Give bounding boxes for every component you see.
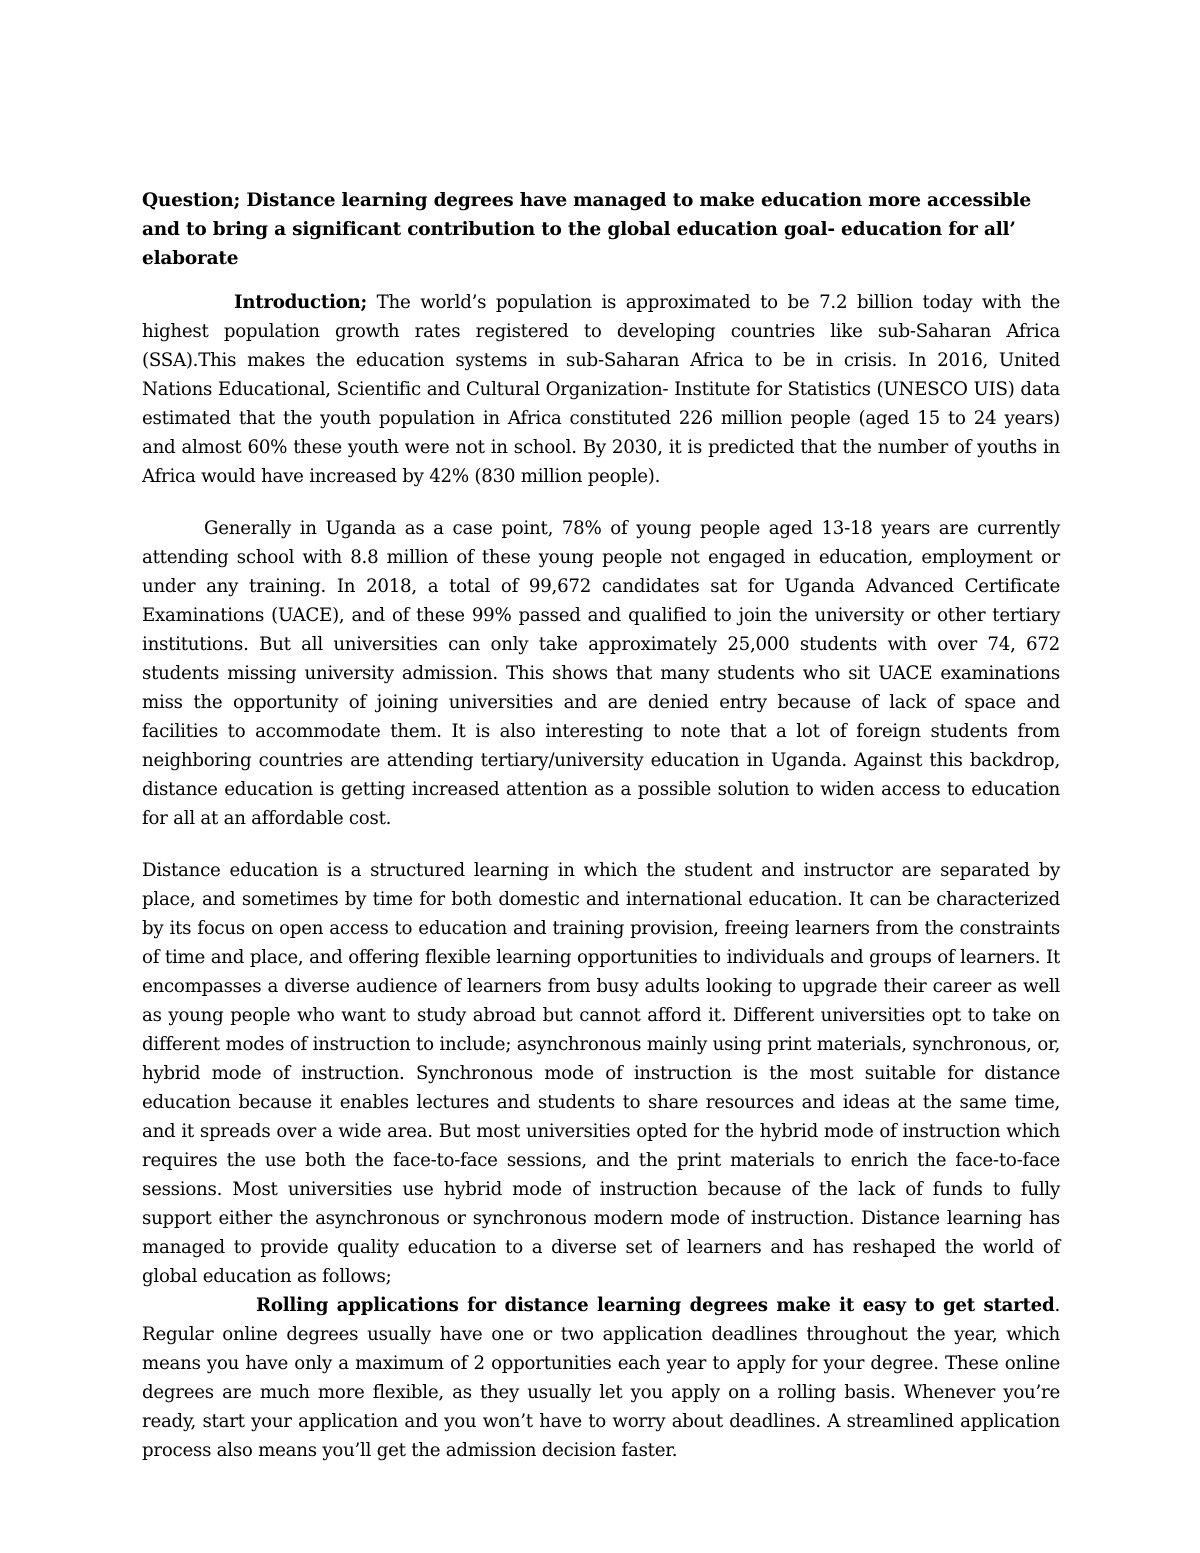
distance-education-paragraph: Distance education is a structured learning in which the student and instructor are separated by place, and sometimes by time for both domestic and international education. It can be characterized by its focus on open access to education and training provision, freeing learners from the constraints of time and place, and offering flexible learning opportunities to individuals and groups of learners. It encompasses a diverse audience of learners from busy adults looking to upgrade their career as well as young people who want to study abroad but cannot afford it. Different universities opt to take on different modes of instruction to include; asynchronous mainly using print materials, synchronous, or, hybrid mode of instruction. Synchronous mode of instruction is the most suitable for distance education because it enables lectures and students to share resources and ideas at the same time, and it spreads over a wide area. But most universities opted for the hybrid mode of instruction which requires the use both the face-to-face sessions, and the print materials to enrich the face-to-face sessions. Most universities use hybrid mode of instruction because of the lack of funds to fully support either the asynchronous or synchronous modern mode of instruction. Distance learning has managed to provide quality education to a diverse set of learners and has reshaped the world of global education as follows; [142,860,1060,1287]
uganda-paragraph: Generally in Uganda as a case point, 78% of young people aged 13-18 years are currently attending school with 8.8 million of these young people not engaged in education, employment or under any training. In 2018, a total of 99,672 candidates sat for Uganda Advanced Certificate Examinations (UACE), and of these 99% passed and qualified to join the university or other tertiary institutions. But all universities can only take approximately 25,000 students with over 74, 672 students missing university admission. This shows that many students who sit UACE examinations miss the opportunity of joining universities and are denied entry because of lack of space and facilities to accommodate them. It is also interesting to note that a lot of foreign students from neighboring countries are attending tertiary/university education in Uganda. Against this backdrop, distance education is getting increased attention as a possible solution to widen access to education for all at an affordable cost. [142,518,1060,829]
question-heading: Question; Distance learning degrees have managed to make education more accessible and to bring a significant contribution to the global education goal- education for all’ elaborate [142,190,1031,269]
rolling-applications-text: . Regular online degrees usually have one or two application deadlines throughout the year, which means you have only a maximum of 2 opportunities each year to apply for your degree. These online degrees are much more flexible, as they usually let you apply on a rolling basis. Whenever you’re ready, start your application and you won’t have to worry about deadlines. A streamlined application process also means you’ll get the admission decision faster. [142,1295,1060,1461]
introduction-paragraph [142,288,1060,491]
document-page [142,186,1060,1465]
introduction-text: The world’s population is approximated to be 7.2 billion today with the highest population growth rates registered to developing countries like sub-Saharan Africa (SSA).This makes the education systems in sub-Saharan Africa to be in crisis. In 2016, United Nations Educational, Scientific and Cultural Organization- Institute for Statistics (UNESCO UIS) data estimated that the youth population in Africa constituted 226 million people (aged 15 to 24 years) and almost 60% these youth were not in school. By 2030, it is predicted that the number of youths in Africa would have increased by 42% (830 million people). [142,292,1060,487]
rolling-applications-heading: Rolling applications for distance learning degrees make it easy to get started [256,1295,1055,1316]
introduction-heading: Introduction; [234,292,367,313]
rolling-applications-paragraph [142,1291,1060,1465]
